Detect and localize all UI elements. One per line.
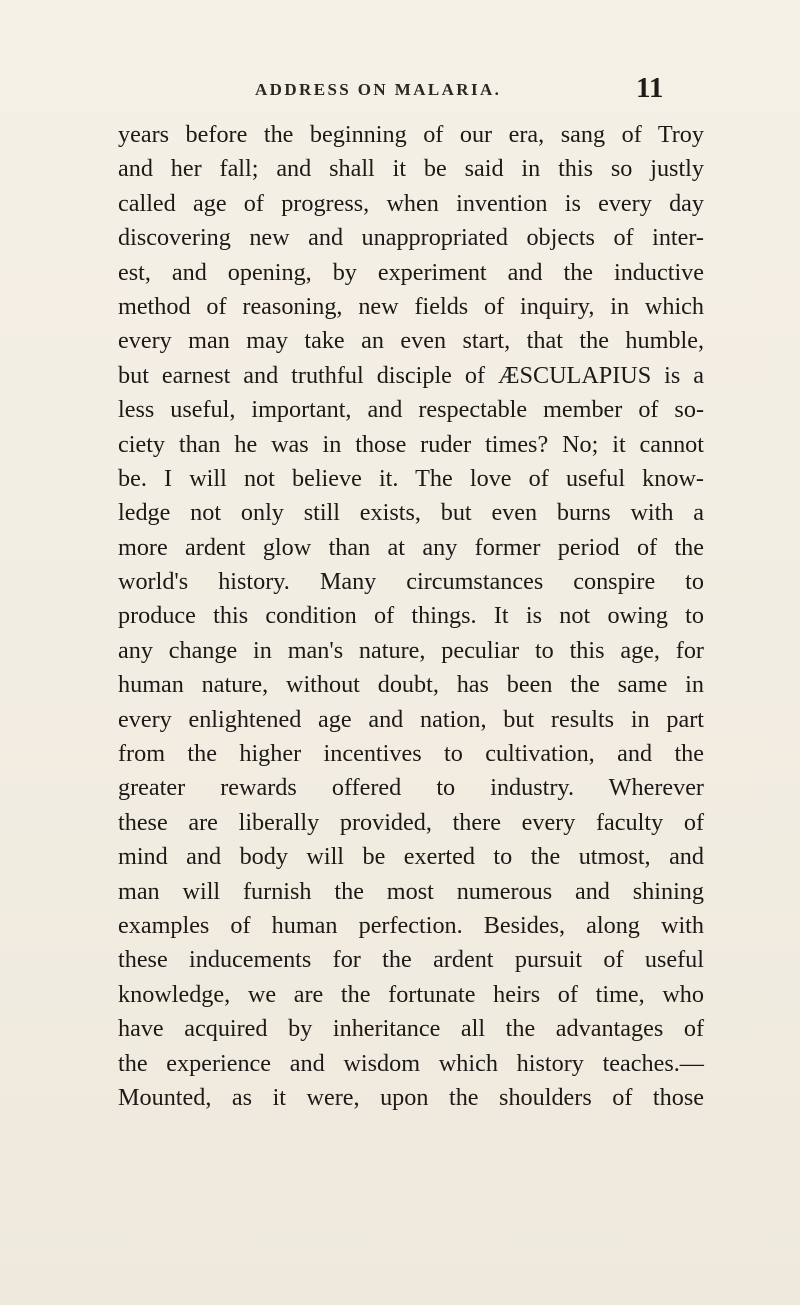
running-title: ADDRESS ON MALARIA. — [255, 80, 502, 99]
text-line: have acquired by inheritance all the advantages of — [118, 1015, 704, 1043]
text-line: examples of human perfection. Besides, along with — [118, 911, 704, 939]
text-line: but earnest and truthful disciple of ÆSCULAPIUS is a — [118, 361, 704, 389]
text-line: every man may take an even start, that the humble, — [118, 327, 704, 355]
text-line: called age of progress, when invention is every day — [118, 189, 704, 217]
text-line: world's history. Many circumstances conspire to — [118, 568, 704, 596]
page-number: 11 — [636, 72, 664, 104]
text-line: man will furnish the most numerous and shining — [118, 877, 704, 905]
text-line: every enlightened age and nation, but results in part — [118, 705, 704, 733]
text-line: less useful, important, and respectable member of so- — [118, 396, 704, 424]
body-text — [118, 118, 704, 1115]
text-line: est, and opening, by experiment and the inductive — [118, 258, 704, 286]
text-line: greater rewards offered to industry. Wherever — [118, 774, 704, 802]
text-line: ledge not only still exists, but even burns with a — [118, 499, 704, 527]
text-line: ciety than he was in those ruder times? No; it cannot — [118, 430, 704, 458]
text-line: produce this condition of things. It is not owing to — [118, 602, 704, 630]
text-line: knowledge, we are the fortunate heirs of time, who — [118, 980, 704, 1008]
text-line: more ardent glow than at any former period of the — [118, 533, 704, 561]
text-line: any change in man's nature, peculiar to this age, for — [118, 636, 704, 664]
text-line: method of reasoning, new fields of inquiry, in which — [118, 292, 704, 320]
running-head — [0, 72, 800, 112]
text-line: from the higher incentives to cultivation, and the — [118, 740, 704, 768]
text-line: years before the beginning of our era, sang of Troy — [118, 121, 704, 148]
text-line: be. I will not believe it. The love of useful know- — [118, 464, 704, 492]
text-line: discovering new and unappropriated objects of inter- — [118, 224, 704, 252]
text-line: mind and body will be exerted to the utmost, and — [118, 843, 704, 871]
text-line: these inducements for the ardent pursuit of useful — [118, 946, 704, 974]
text-line: human nature, without doubt, has been the same in — [118, 671, 704, 699]
text-line: these are liberally provided, there every faculty of — [118, 808, 704, 836]
text-line: the experience and wisdom which history teaches.— — [118, 1049, 704, 1077]
text-line: and her fall; and shall it be said in this so justly — [118, 155, 704, 183]
text-line: Mounted, as it were, upon the shoulders of those — [118, 1083, 704, 1111]
